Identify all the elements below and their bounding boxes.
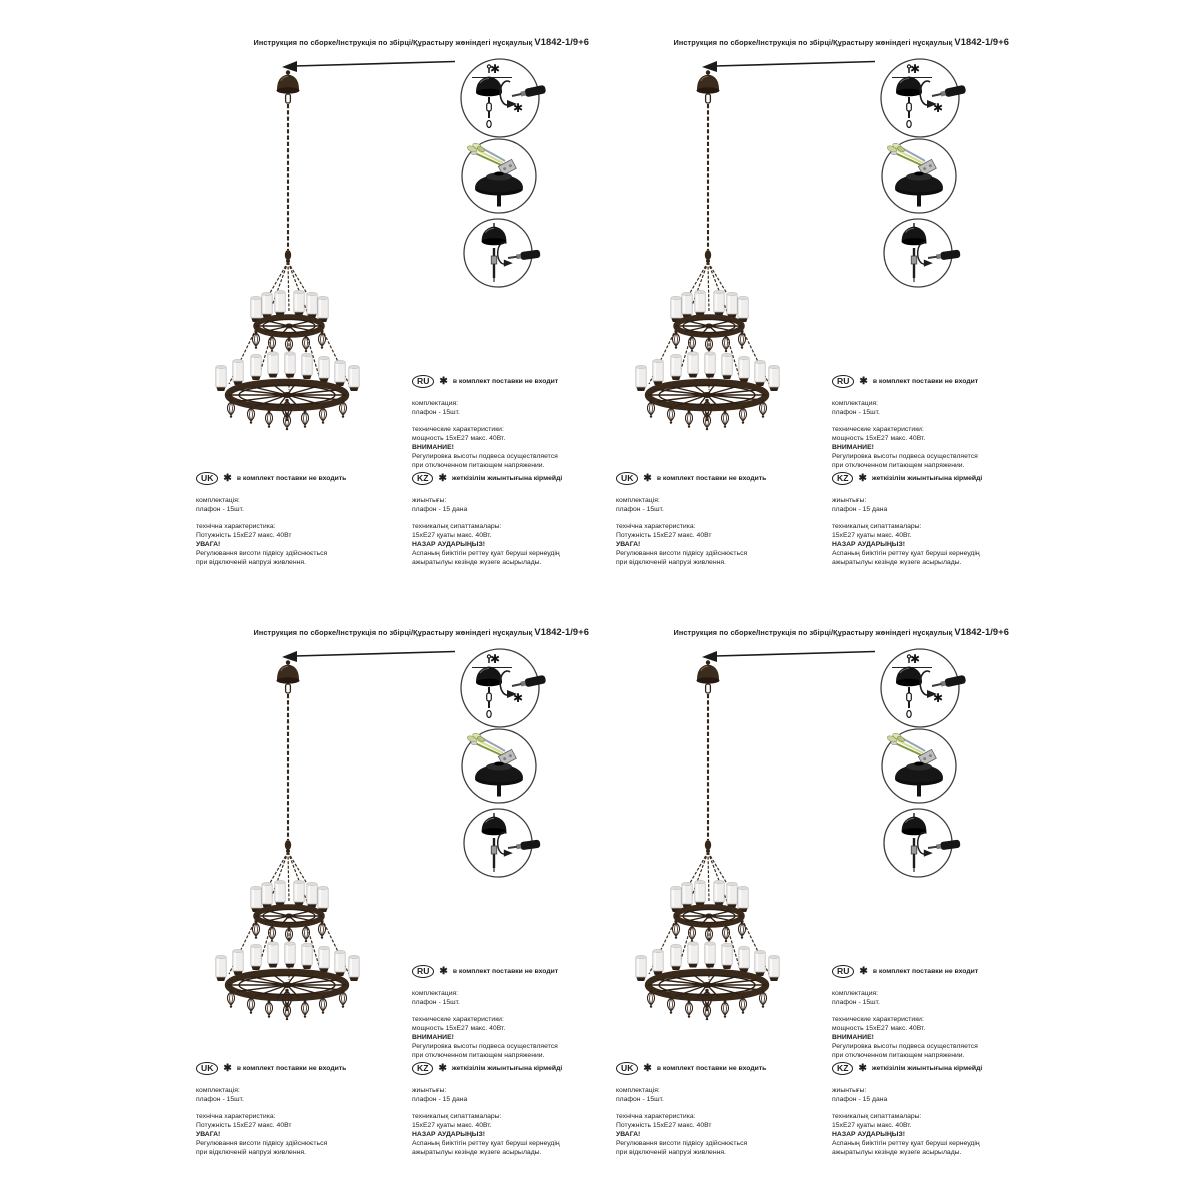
text-block-ru: [832, 965, 1010, 1060]
package-label: комплектація:: [616, 497, 660, 504]
package-label: комплектація:: [196, 1087, 240, 1094]
specs-value: 15хЕ27 қуаты макс. 40Вт.: [412, 532, 492, 539]
warning-line: при отключенном питающем напряжении.: [412, 1052, 545, 1059]
package-label: жиынтығы:: [832, 497, 867, 504]
not-included-note: в комплект поставки не входит: [872, 968, 979, 975]
ceiling-canopy: [277, 660, 300, 683]
asterisk-marker: ✱: [512, 101, 524, 115]
detail-circle-wiring: [882, 139, 956, 213]
package-value: плафон - 15 дана: [832, 506, 888, 513]
specs-label: техникалық сипаттамалары:: [412, 523, 502, 530]
warning-line: при відключеній напрузі живлення.: [616, 1149, 726, 1156]
detail-circle-wiring: [882, 729, 956, 803]
package-value: плафон - 15шт.: [616, 1096, 664, 1103]
instruction-page: [193, 28, 593, 593]
warning-heading: НАЗАР АУДАРЫҢЫЗ!: [832, 1131, 905, 1138]
warning-line: при відключеній напрузі живлення.: [616, 559, 726, 566]
lower-tier: [216, 352, 359, 431]
language-badge-kz: KZ: [832, 472, 853, 485]
warning-line: ажыратылуы кезінде жүзеге асырылады.: [412, 1149, 542, 1156]
package-label: жиынтығы:: [832, 1087, 867, 1094]
language-badge-uk: UK: [616, 472, 638, 485]
warning-line: при отключенном питающем напряжении.: [832, 462, 965, 469]
package-label: жиынтығы:: [412, 497, 447, 504]
model-number: V1842-1/9+6: [954, 627, 1009, 637]
text-block-ru: [412, 965, 590, 1060]
title-text: Инструкция по сборке/Інструкція по збірці/Құрастыру жөніндегі нұсқаулық: [253, 628, 533, 637]
specs-value: мощность 15хЕ27 макс. 40Вт.: [832, 1025, 926, 1032]
warning-line: при отключенном питающем напряжении.: [412, 462, 545, 469]
block-header: [616, 1062, 822, 1075]
pointer-arrow: [702, 61, 875, 72]
block-header: [832, 965, 1010, 978]
chandelier-illustration: [216, 660, 359, 1020]
specs-label: техникалық сипаттамалары:: [412, 1113, 502, 1120]
detail-circle-rod-adjustment: [464, 219, 541, 287]
specs-value: Потужність 15хЕ27 макс. 40Вт: [616, 532, 712, 539]
warning-heading: УВАГА!: [196, 541, 221, 548]
specs-value: мощность 15хЕ27 макс. 40Вт.: [412, 435, 506, 442]
warning-line: Аспаның биіктігін реттеу қуат беруші кернеудің: [412, 1140, 560, 1147]
not-included-note: в комплект поставки не входить: [656, 1065, 767, 1072]
detail-circle-canopy-mounting: [461, 59, 546, 137]
language-badge-ru: RU: [832, 965, 854, 978]
package-value: плафон - 15шт.: [832, 409, 880, 416]
text-block-uk: [616, 1062, 822, 1157]
not-included-note: в комплект поставки не входит: [872, 378, 979, 385]
detail-circle-rod-adjustment: [464, 809, 541, 877]
block-header: [832, 1062, 1013, 1075]
instruction-page: [613, 28, 1013, 593]
chandelier-illustration: [636, 660, 779, 1020]
package-label: комплектация:: [412, 400, 459, 407]
suspension-chain: [285, 684, 291, 853]
specs-value: Потужність 15хЕ27 макс. 40Вт: [196, 1122, 292, 1129]
block-header: [412, 965, 590, 978]
detail-circle-wiring: [462, 139, 536, 213]
ceiling-canopy: [697, 70, 720, 93]
model-number: V1842-1/9+6: [534, 37, 589, 47]
not-included-note: в комплект поставки не входить: [236, 1065, 347, 1072]
package-value: плафон - 15шт.: [196, 1096, 244, 1103]
ceiling-canopy: [697, 660, 720, 683]
specs-value: мощность 15хЕ27 макс. 40Вт.: [832, 435, 926, 442]
package-label: комплектация:: [832, 990, 879, 997]
warning-line: при відключеній напрузі живлення.: [196, 1149, 306, 1156]
not-included-note: в комплект поставки не входит: [452, 968, 559, 975]
block-header: [616, 472, 822, 485]
language-badge-uk: UK: [196, 1062, 218, 1075]
lower-wheel: [228, 382, 346, 408]
package-value: плафон - 15шт.: [412, 409, 460, 416]
asterisk-icon: ✱: [643, 1062, 652, 1074]
block-header: [832, 375, 1010, 388]
pointer-arrow: [282, 61, 455, 72]
specs-label: техникалық сипаттамалары:: [832, 1113, 922, 1120]
text-block-uk: [616, 472, 822, 567]
language-badge-ru: RU: [832, 375, 854, 388]
suspension-chain: [705, 94, 711, 263]
warning-line: Аспаның биіктігін реттеу қуат беруші кернеудің: [832, 550, 980, 557]
detail-circle-rod-adjustment: [884, 219, 961, 287]
warning-line: Регулировка высоты подвеса осуществляется: [832, 1043, 978, 1050]
lower-wheel: [648, 382, 766, 408]
package-value: плафон - 15 дана: [412, 506, 468, 513]
not-included-note: в комплект поставки не входить: [656, 475, 767, 482]
instruction-page: [613, 618, 1013, 1183]
detail-circle-wiring: [462, 729, 536, 803]
suspension-chain: [285, 94, 291, 263]
specs-label: технические характеристики:: [832, 1016, 924, 1023]
specs-value: 15хЕ27 қуаты макс. 40Вт.: [832, 532, 912, 539]
language-badge-kz: KZ: [412, 1062, 433, 1075]
block-header: [196, 1062, 402, 1075]
title-text: Инструкция по сборке/Інструкція по збірці/Құрастыру жөніндегі нұсқаулық: [253, 38, 533, 47]
specs-value: Потужність 15хЕ27 макс. 40Вт: [196, 532, 292, 539]
package-label: комплектація:: [196, 497, 240, 504]
asterisk-marker: ✱: [909, 62, 921, 76]
language-badge-uk: UK: [616, 1062, 638, 1075]
specs-label: технічна характеристика:: [616, 523, 696, 530]
not-included-note: в комплект поставки не входит: [452, 378, 559, 385]
warning-heading: УВАГА!: [616, 1131, 641, 1138]
text-block-uk: [196, 1062, 402, 1157]
chandelier-illustration: [636, 70, 779, 430]
package-value: плафон - 15шт.: [832, 999, 880, 1006]
warning-line: Аспаның биіктігін реттеу қуат беруші кернеудің: [832, 1140, 980, 1147]
warning-heading: ВНИМАНИЕ!: [412, 444, 454, 451]
warning-heading: УВАГА!: [616, 541, 641, 548]
model-number: V1842-1/9+6: [954, 37, 1009, 47]
not-included-note: жеткізілім жиынтығына кірмейді: [871, 1065, 983, 1072]
language-badge-ru: RU: [412, 375, 434, 388]
warning-heading: НАЗАР АУДАРЫҢЫЗ!: [412, 541, 485, 548]
package-value: плафон - 15шт.: [616, 506, 664, 513]
language-badge-uk: UK: [196, 472, 218, 485]
package-value: плафон - 15шт.: [412, 999, 460, 1006]
specs-label: техникалық сипаттамалары:: [832, 523, 922, 530]
asterisk-icon: ✱: [438, 472, 447, 484]
warning-heading: ВНИМАНИЕ!: [832, 1034, 874, 1041]
not-included-note: жеткізілім жиынтығына кірмейді: [451, 1065, 563, 1072]
asterisk-icon: ✱: [223, 1062, 232, 1074]
suspension-chain: [705, 684, 711, 853]
specs-label: технічна характеристика:: [196, 1113, 276, 1120]
warning-line: Регулировка высоты подвеса осуществляется: [832, 453, 978, 460]
asterisk-icon: ✱: [438, 1062, 447, 1074]
specs-value: мощность 15хЕ27 макс. 40Вт.: [412, 1025, 506, 1032]
asterisk-marker: ✱: [512, 691, 524, 705]
instruction-page: [193, 618, 593, 1183]
text-block-kz: [412, 1062, 593, 1157]
block-header: [412, 472, 593, 485]
block-header: [832, 472, 1013, 485]
package-value: плафон - 15 дана: [832, 1096, 888, 1103]
not-included-note: жеткізілім жиынтығына кірмейді: [451, 475, 563, 482]
title-text: Инструкция по сборке/Інструкція по збірці/Құрастыру жөніндегі нұсқаулық: [673, 38, 953, 47]
text-block-uk: [196, 472, 402, 567]
pointer-arrow: [282, 651, 455, 662]
lower-wheel: [648, 972, 766, 998]
block-header: [412, 1062, 593, 1075]
asterisk-icon: ✱: [859, 375, 868, 387]
lower-tier: [216, 942, 359, 1021]
page-title: [674, 37, 1009, 47]
specs-value: Потужність 15хЕ27 макс. 40Вт: [616, 1122, 712, 1129]
page-title: [674, 627, 1009, 637]
block-header: [412, 375, 590, 388]
warning-line: Регулювання висоти підвісу здійснюється: [196, 1140, 328, 1147]
asterisk-marker: ✱: [489, 652, 501, 666]
warning-line: при отключенном питающем напряжении.: [832, 1052, 965, 1059]
lower-tier: [636, 942, 779, 1021]
package-label: жиынтығы:: [412, 1087, 447, 1094]
lower-wheel: [228, 972, 346, 998]
asterisk-marker: ✱: [932, 101, 944, 115]
warning-heading: НАЗАР АУДАРЫҢЫЗ!: [832, 541, 905, 548]
asterisk-icon: ✱: [858, 472, 867, 484]
page-title: [254, 37, 589, 47]
specs-label: технічна характеристика:: [616, 1113, 696, 1120]
upper-wheel: [676, 317, 742, 335]
asterisk-icon: ✱: [439, 965, 448, 977]
text-block-ru: [412, 375, 590, 470]
specs-label: технічна характеристика:: [196, 523, 276, 530]
title-text: Инструкция по сборке/Інструкція по збірці/Құрастыру жөніндегі нұсқаулық: [673, 628, 953, 637]
text-block-kz: [832, 472, 1013, 567]
package-label: комплектация:: [412, 990, 459, 997]
warning-heading: ВНИМАНИЕ!: [412, 1034, 454, 1041]
text-block-kz: [832, 1062, 1013, 1157]
specs-value: 15хЕ27 қуаты макс. 40Вт.: [832, 1122, 912, 1129]
upper-wheel: [676, 907, 742, 925]
asterisk-marker: ✱: [932, 691, 944, 705]
specs-value: 15хЕ27 қуаты макс. 40Вт.: [412, 1122, 492, 1129]
detail-circle-rod-adjustment: [884, 809, 961, 877]
asterisk-icon: ✱: [858, 1062, 867, 1074]
language-badge-kz: KZ: [412, 472, 433, 485]
asterisk-icon: ✱: [223, 472, 232, 484]
warning-line: ажыратылуы кезінде жүзеге асырылады.: [412, 559, 542, 566]
specs-label: технические характеристики:: [412, 1016, 504, 1023]
asterisk-marker: ✱: [909, 652, 921, 666]
text-block-kz: [412, 472, 593, 567]
warning-line: Регулювання висоти підвісу здійснюється: [616, 550, 748, 557]
package-value: плафон - 15шт.: [196, 506, 244, 513]
specs-label: технические характеристики:: [412, 426, 504, 433]
text-block-ru: [832, 375, 1010, 470]
asterisk-icon: ✱: [859, 965, 868, 977]
lower-tier: [636, 352, 779, 431]
warning-line: Аспаның биіктігін реттеу қуат беруші кернеудің: [412, 550, 560, 557]
package-label: комплектация:: [832, 400, 879, 407]
model-number: V1842-1/9+6: [534, 627, 589, 637]
warning-line: Регулювання висоти підвісу здійснюється: [616, 1140, 748, 1147]
language-badge-kz: KZ: [832, 1062, 853, 1075]
chandelier-illustration: [216, 70, 359, 430]
warning-line: Регулировка высоты подвеса осуществляется: [412, 1043, 558, 1050]
asterisk-icon: ✱: [439, 375, 448, 387]
warning-line: ажыратылуы кезінде жүзеге асырылады.: [832, 559, 962, 566]
language-badge-ru: RU: [412, 965, 434, 978]
package-value: плафон - 15 дана: [412, 1096, 468, 1103]
warning-heading: УВАГА!: [196, 1131, 221, 1138]
pointer-arrow: [702, 651, 875, 662]
package-label: комплектація:: [616, 1087, 660, 1094]
not-included-note: в комплект поставки не входить: [236, 475, 347, 482]
asterisk-marker: ✱: [489, 62, 501, 76]
page-title: [254, 627, 589, 637]
asterisk-icon: ✱: [643, 472, 652, 484]
ceiling-canopy: [277, 70, 300, 93]
upper-wheel: [256, 317, 322, 335]
warning-line: Регулювання висоти підвісу здійснюється: [196, 550, 328, 557]
upper-wheel: [256, 907, 322, 925]
warning-heading: ВНИМАНИЕ!: [832, 444, 874, 451]
warning-line: при відключеній напрузі живлення.: [196, 559, 306, 566]
detail-circle-canopy-mounting: [881, 59, 966, 137]
not-included-note: жеткізілім жиынтығына кірмейді: [871, 475, 983, 482]
detail-circle-canopy-mounting: [881, 649, 966, 727]
warning-heading: НАЗАР АУДАРЫҢЫЗ!: [412, 1131, 485, 1138]
detail-circle-canopy-mounting: [461, 649, 546, 727]
specs-label: технические характеристики:: [832, 426, 924, 433]
warning-line: ажыратылуы кезінде жүзеге асырылады.: [832, 1149, 962, 1156]
block-header: [196, 472, 402, 485]
warning-line: Регулировка высоты подвеса осуществляется: [412, 453, 558, 460]
